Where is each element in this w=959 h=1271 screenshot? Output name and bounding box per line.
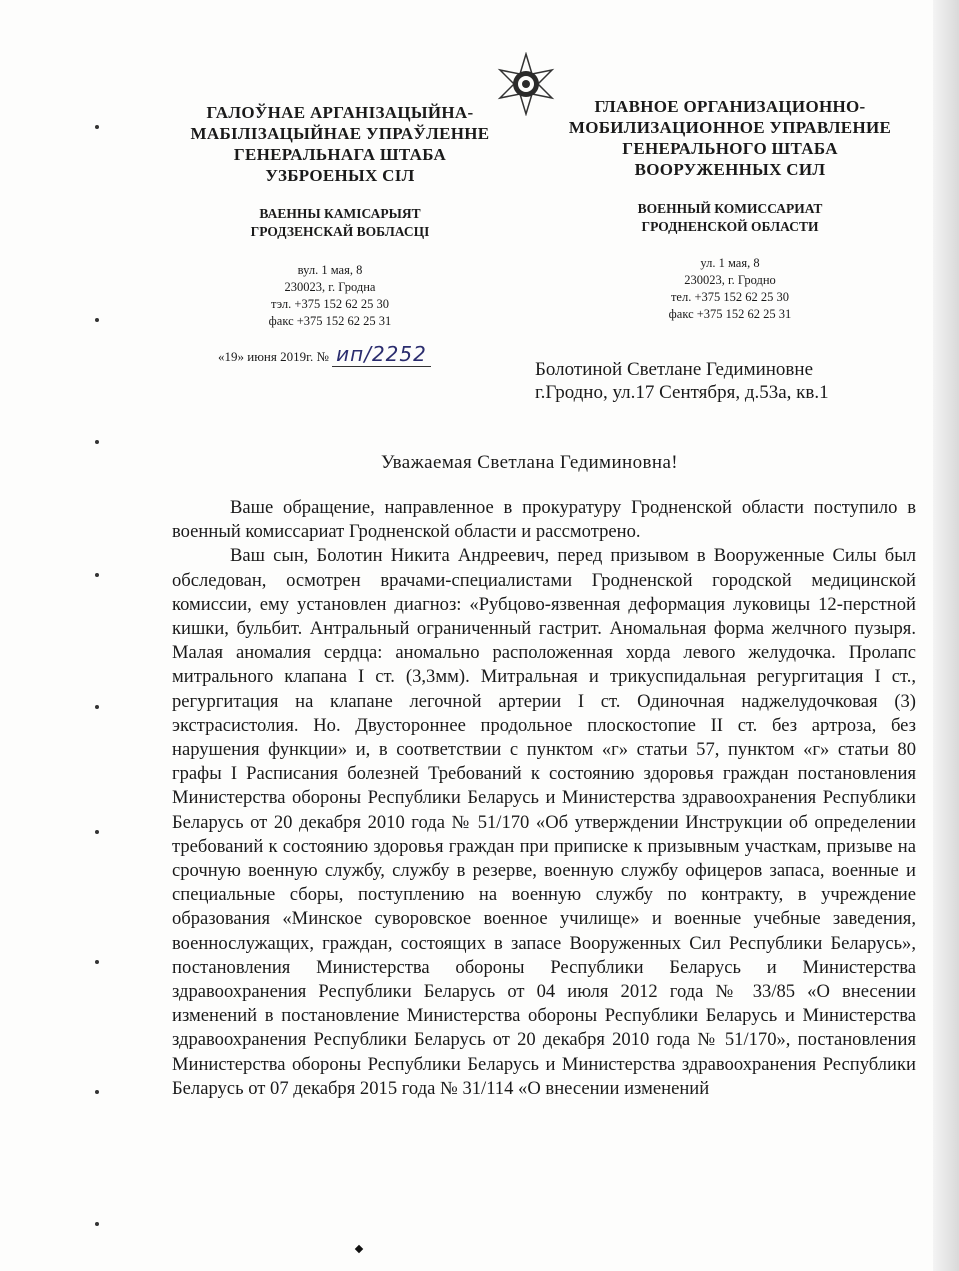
recipient-name: Болотиной Светлане Гедиминовне <box>535 359 813 380</box>
punch-mark <box>95 1090 99 1094</box>
document-date-number <box>218 342 431 366</box>
address-line: факс +375 152 62 25 31 <box>668 307 792 321</box>
recipient-block <box>535 358 829 404</box>
address-line: ул. 1 мая, 8 <box>700 256 760 270</box>
letter-body <box>172 496 916 1101</box>
punch-mark <box>95 440 99 444</box>
header-right-line: ГЕНЕРАЛЬНОГО ШТАБА <box>622 139 838 158</box>
header-left-title <box>150 102 530 186</box>
page-edge-shadow <box>933 0 959 1271</box>
header-left-line: МАБІЛІЗАЦЫЙНАЕ УПРАЎЛЕННЕ <box>190 124 490 143</box>
recipient-address: г.Гродно, ул.17 Сентября, д.53а, кв.1 <box>535 382 829 403</box>
punch-mark <box>95 705 99 709</box>
header-left-line: УЗБРОЕНЫХ СІЛ <box>265 166 415 185</box>
address-line: тел. +375 152 62 25 30 <box>670 290 790 304</box>
paragraph: Ваш сын, Болотин Никита Андреевич, перед призывом в Вооруженные Силы был обследован, осмотрен врачами-специалистами Гродненской городской медицинской комиссии, ему установлен диагноз: «Рубцово-язвенная деформация луковицы 12-перстной кишки, бульбит. Антральный ограниченный гастрит. Аномальная форма желчного пузыря. Малая аномалия сердца: аномально расположенная хорда левого желудочка. Пролапс митрального клапана I ст. (3,3мм). Митральная и трикуспидальная регургитация I ст., регургитация на клапане легочной артерии I ст. Одиночная наджелудочковая (3) экстрасистолия. Но. Двустороннее продольное плоскостопие II ст. без артроза, без нарушения функции» и, в соответствии с пунктом «г» статьи 57, пунктом «г» статьи 80 графы I Расписания болезней Требований к состоянию здоровья граждан постановления Министерства обороны Республики Беларусь и Министерства здравоохранения Республики Беларусь от 20 декабря 2010 года № 51/170 «Об утверждении Инструкции об определении требований к состоянию здоровья граждан при приписке к призывным участкам, призыве на срочную военную службу, службу в резерве, военную службу офицеров запаса, военные и специальные сборы, поступлению на военную службу по контракту, в учреждение образования «Минское суворовское военное училище» и военные учебные заведения, военнослужащих, граждан, состоящих в запасе Вооруженных Сил Республики Беларусь», постановления Министерства обороны Республики Беларусь и Министерства здравоохранения Республики Беларусь от 04 июля 2012 года № 33/85 «О внесении изменений в постановление Министерства обороны Республики Беларусь и Министерства здравоохранения Республики Беларусь от 20 декабря 2010 года № 51/170», постановления Министерства обороны Республики Беларусь и Министерства здравоохранения Республики Беларусь от 07 декабря 2015 года № 31/114 «О внесении изменений <box>172 545 916 1099</box>
header-right-line: ВООРУЖЕННЫХ СИЛ <box>634 160 826 179</box>
header-left-sub-line: ВАЕННЫ КАМІСАРЫЯТ <box>259 206 421 221</box>
header-right-subtitle <box>570 200 890 236</box>
header-right-title <box>520 96 940 180</box>
punch-mark <box>95 573 99 577</box>
header-left-address <box>200 262 460 330</box>
bottom-mark <box>355 1245 363 1253</box>
punch-mark <box>95 1222 99 1226</box>
punch-mark <box>95 830 99 834</box>
address-line: вул. 1 мая, 8 <box>297 263 363 277</box>
address-line: 230023, г. Гродно <box>684 273 776 287</box>
address-line: факс +375 152 62 25 31 <box>268 314 392 328</box>
punch-mark <box>95 318 99 322</box>
header-left-subtitle <box>180 205 500 241</box>
header-right-address <box>600 255 860 323</box>
paragraph: Ваше обращение, направленное в прокуратуру Гродненской области поступило в военный комиссариат Гродненской области и рассмотрено. <box>172 497 916 543</box>
header-left-line: ГАЛОЎНАЕ АРГАНІЗАЦЫЙНА- <box>206 103 474 122</box>
address-line: 230023, г. Гродна <box>284 280 376 294</box>
punch-mark <box>95 960 99 964</box>
punch-mark <box>95 125 99 129</box>
document-number-handwritten: ип/2252 <box>332 342 431 367</box>
header-left-sub-line: ГРОДЗЕНСКАЙ ВОБЛАСЦІ <box>250 224 430 239</box>
header-right-sub-line: ВОЕННЫЙ КОМИССАРИАТ <box>637 201 823 216</box>
header-right-line: МОБИЛИЗАЦИОННОЕ УПРАВЛЕНИЕ <box>568 118 892 137</box>
address-line: тэл. +375 152 62 25 30 <box>271 297 389 311</box>
greeting: Уважаемая Светлана Гедиминовна! <box>380 452 679 473</box>
header-right-sub-line: ГРОДНЕНСКОЙ ОБЛАСТИ <box>641 219 819 234</box>
header-right-line: ГЛАВНОЕ ОРГАНИЗАЦИОННО- <box>594 97 866 116</box>
document-date: «19» июня 2019г. № <box>218 349 329 364</box>
header-left-line: ГЕНЕРАЛЬНАГА ШТАБА <box>233 145 447 164</box>
